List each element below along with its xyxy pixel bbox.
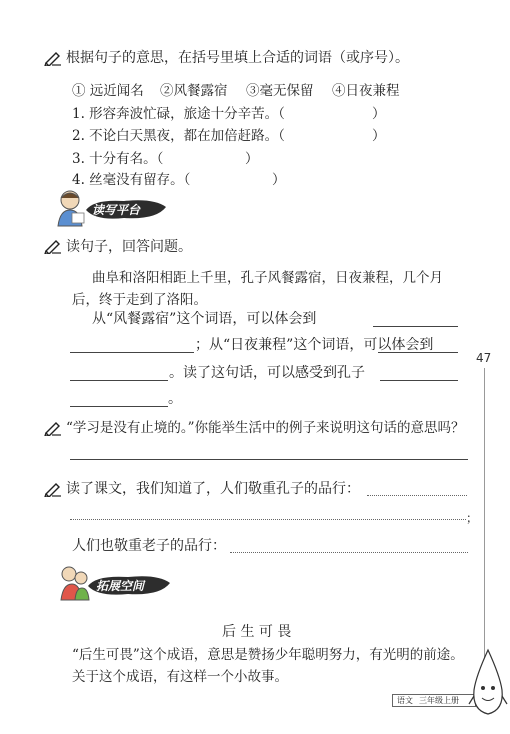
answer-dotted-line[interactable] xyxy=(230,552,468,553)
child-figure-icon xyxy=(52,188,88,228)
answer-blank[interactable] xyxy=(70,380,168,381)
question-line-4: 。 xyxy=(168,391,182,407)
answer-dotted-line[interactable] xyxy=(70,519,466,520)
pencil-icon xyxy=(44,50,62,66)
item-2-text: 2. 不论白天黑夜，都在加倍赶路。（ xyxy=(72,128,285,144)
story-line-1: “后生可畏”这个成语，意思是赞扬少年聪明努力，有光明的前途。 xyxy=(72,647,464,663)
footer-grade: 三年级上册 xyxy=(419,696,459,705)
answer-blank[interactable] xyxy=(70,406,168,407)
banner-extension xyxy=(58,564,178,604)
pencil-icon xyxy=(44,481,62,497)
answer-blank[interactable] xyxy=(378,352,458,353)
droplet-mascot-icon xyxy=(468,648,508,718)
item-4-close: ） xyxy=(272,172,286,188)
item-1-text: 1. 形容奔波忙碌，旅途十分辛苦。（ xyxy=(72,106,285,122)
banner-label: 拓展空间 xyxy=(96,579,145,593)
answer-dotted-line[interactable] xyxy=(367,495,467,496)
answer-blank[interactable] xyxy=(70,352,194,353)
section3-instruction: “学习是没有止境的。”你能举生活中的例子来说明这句话的意思吗？ xyxy=(66,420,465,436)
footer-subject: 语文 xyxy=(397,696,413,705)
option-4: ④日夜兼程 xyxy=(332,83,400,99)
passage-line-1: 曲阜和洛阳相距上千里，孔子风餐露宿，日夜兼程，几个月 xyxy=(92,270,443,286)
page-number: 47 xyxy=(476,351,492,365)
item-3-text: 3. 十分有名。（ xyxy=(72,151,164,167)
option-3: ③毫无保留 xyxy=(246,83,314,99)
section2-instruction: 读句子，回答问题。 xyxy=(66,239,192,255)
passage-line-2: 后，终于走到了洛阳。 xyxy=(72,292,207,308)
answer-blank[interactable] xyxy=(380,380,458,381)
question-line-2: ；从“日夜兼程”这个词语，可以体会到 xyxy=(195,337,434,353)
option-2: ②风餐露宿 xyxy=(160,83,228,99)
footer-tag xyxy=(392,694,476,707)
question-line-1: 从“风餐露宿”这个词语，可以体会到 xyxy=(92,311,317,327)
pencil-icon xyxy=(44,420,62,436)
section4-second: 人们也敬重老子的品行： xyxy=(72,538,226,554)
question-line-3: 。读了这句话，可以感受到孔子 xyxy=(169,365,365,381)
item-3-close: ） xyxy=(245,151,259,167)
story-line-2: 关于这个成语，有这样一个小故事。 xyxy=(72,669,288,685)
story-title: 后 生 可 畏 xyxy=(222,624,292,640)
pencil-icon xyxy=(44,238,62,254)
item-1-close: ） xyxy=(372,106,386,122)
option-1: ① 远近闻名 xyxy=(72,83,144,99)
item-2-close: ） xyxy=(372,128,386,144)
answer-line[interactable] xyxy=(70,459,468,460)
banner-reading-writing xyxy=(52,188,172,228)
margin-rule xyxy=(484,368,485,678)
item-4-text: 4. 丝毫没有留存。（ xyxy=(72,172,191,188)
banner-label: 读写平台 xyxy=(92,203,141,217)
semicolon-mark: ； xyxy=(466,511,479,525)
answer-blank[interactable] xyxy=(373,326,458,327)
section4-instruction: 读了课文，我们知道了，人们敬重孔子的品行： xyxy=(66,481,360,497)
section1-instruction: 根据句子的意思，在括号里填上合适的词语（或序号）。 xyxy=(66,50,409,66)
